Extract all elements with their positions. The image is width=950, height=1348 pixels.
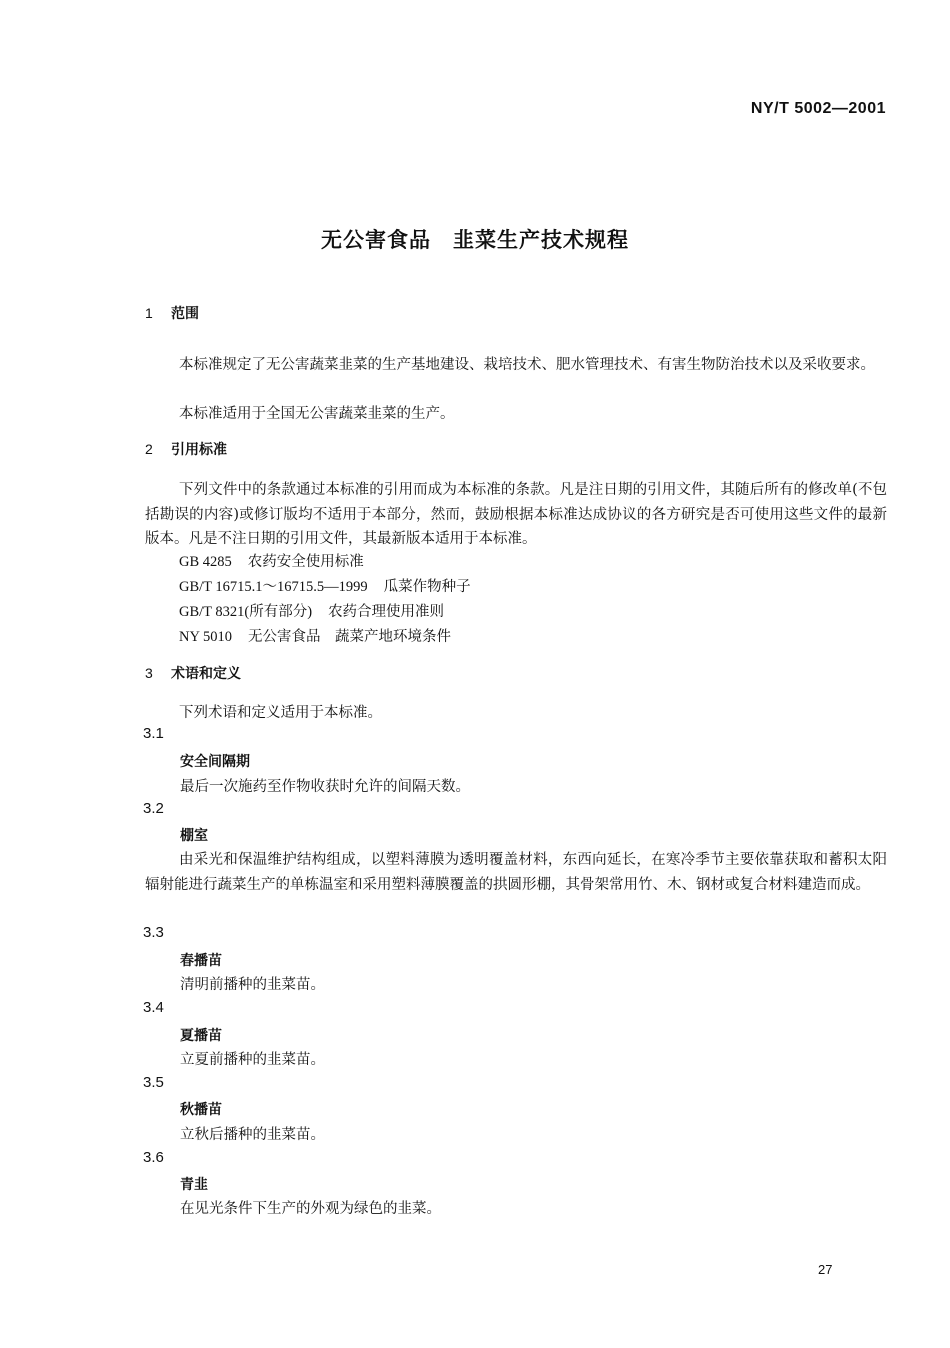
reference-title: 农药合理使用准则 (328, 604, 445, 620)
section-number: 2 (145, 441, 153, 457)
term-number: 3.4 (143, 999, 164, 1016)
reference-code: GB 4285 (179, 554, 232, 570)
reference-item (179, 575, 471, 596)
term-number: 3.3 (143, 924, 164, 941)
term-name: 夏播苗 (180, 1028, 222, 1044)
term-number: 3.2 (143, 800, 164, 817)
reference-item (179, 550, 364, 571)
term-name: 青韭 (180, 1177, 208, 1193)
section-number: 3 (145, 665, 153, 681)
page-number: 27 (818, 1262, 833, 1277)
term-definition: 由采光和保温维护结构组成，以塑料薄膜为透明覆盖材料，东西向延长，在寒冷季节主要依靠获取和蓄积太阳辐射能进行蔬菜生产的单栋温室和采用塑料薄膜覆盖的拱圆形棚，其骨架常用竹、木、钢材或复合材料建造而成。 (145, 852, 887, 893)
reference-title: 无公害食品 蔬菜产地环境条件 (248, 629, 452, 645)
term-definition: 最后一次施药至作物收获时允许的间隔天数。 (180, 779, 470, 795)
section-2-heading (145, 439, 227, 459)
section-title: 引用标准 (171, 442, 227, 458)
term-name: 安全间隔期 (180, 754, 250, 770)
term-number: 3.6 (143, 1149, 164, 1166)
term-number: 3.5 (143, 1074, 164, 1091)
term-number: 3.1 (143, 725, 164, 742)
reference-code: GB/T 8321(所有部分) (179, 604, 313, 620)
term-definition: 在见光条件下生产的外观为绿色的韭菜。 (180, 1201, 441, 1217)
section-title: 范围 (171, 306, 199, 322)
section-1-heading (145, 303, 199, 323)
reference-title: 农药安全使用标准 (247, 554, 364, 570)
term-name: 春播苗 (180, 953, 222, 969)
section-number: 1 (145, 305, 153, 321)
reference-title: 瓜菜作物种子 (383, 579, 471, 595)
terms-intro: 下列术语和定义适用于本标准。 (179, 705, 382, 721)
reference-item (179, 625, 451, 646)
term-definition: 立夏前播种的韭菜苗。 (180, 1052, 325, 1068)
reference-item (179, 600, 444, 621)
section-3-heading (145, 663, 241, 683)
scope-paragraph-1: 本标准规定了无公害蔬菜韭菜的生产基地建设、栽培技术、肥水管理技术、有害生物防治技术以及采收要求。 (179, 357, 875, 373)
section-title: 术语和定义 (171, 666, 241, 682)
reference-code: NY 5010 (179, 629, 233, 645)
references-paragraph: 下列文件中的条款通过本标准的引用而成为本标准的条款。凡是注日期的引用文件，其随后所有的修改单(不包括勘误的内容)或修订版均不适用于本部分，然而，鼓励根据本标准达成协议的各方研究是否可使用这些文件的最新版本。凡是不注日期的引用文件，其最新版本适用于本标准。 (145, 482, 887, 547)
standard-code: NY/T 5002—2001 (750, 100, 886, 117)
term-definition: 立秋后播种的韭菜苗。 (180, 1127, 325, 1143)
document-title: 无公害食品 韭菜生产技术规程 (321, 228, 629, 252)
reference-code: GB/T 16715.1～16715.5—1999 (179, 579, 368, 595)
term-definition: 清明前播种的韭菜苗。 (180, 977, 325, 993)
scope-paragraph-2: 本标准适用于全国无公害蔬菜韭菜的生产。 (179, 406, 455, 422)
term-name: 棚室 (180, 828, 208, 844)
term-name: 秋播苗 (180, 1102, 222, 1118)
